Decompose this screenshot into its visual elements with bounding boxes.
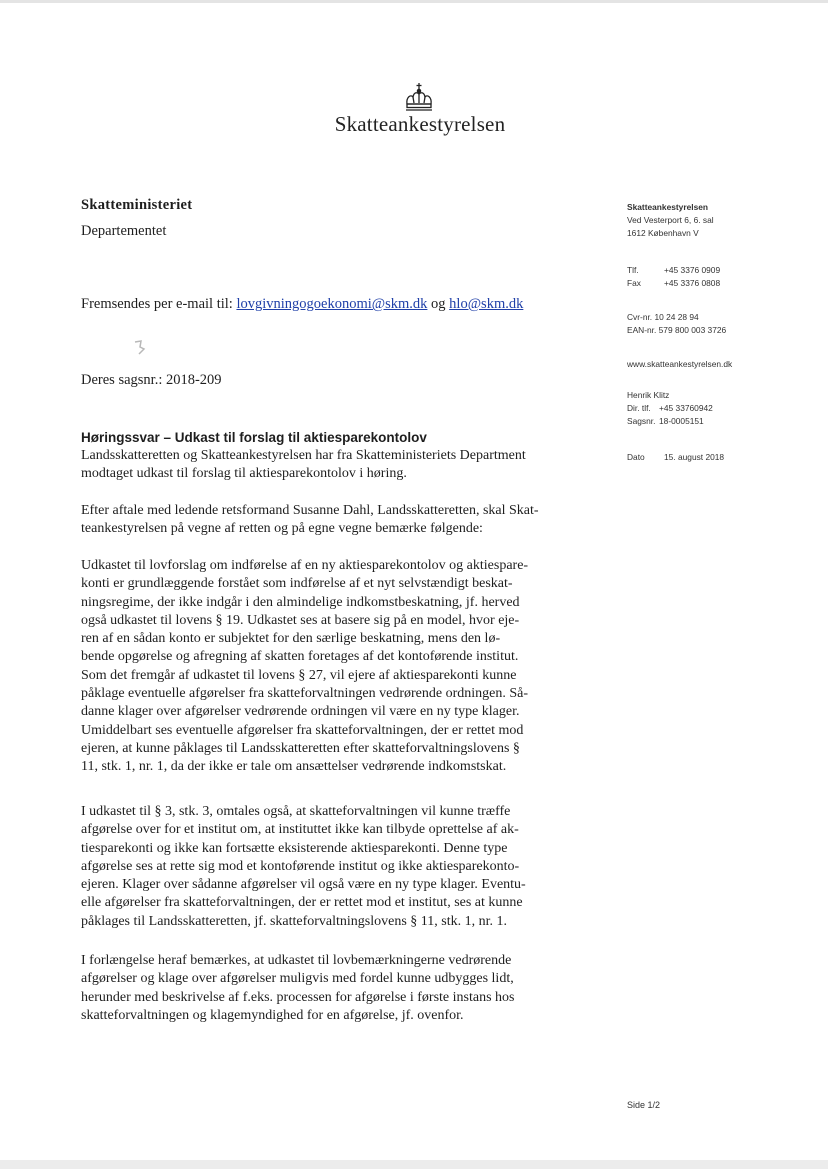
body-line: påklage eventuelle afgørelser fra skatteforvaltningen vedrørende ordningen. Så- [81,686,529,702]
body-line: herunder med beskrivelse af f.eks. processen for afgørelse i første instans hos [81,989,515,1005]
scan-mark [132,340,150,356]
body-line: Landsskatteretten og Skatteankestyrelsen har fra Skatteministeriets Department [81,448,526,463]
body-paragraph-1 [81,447,587,484]
sent-line [81,296,523,313]
scan-edge-top [0,0,828,3]
dir-tlf-label: Dir. tlf. [627,402,651,413]
recipient-organization: Skatteministeriet [81,197,193,213]
body-line: også udkastet til lovens § 19. Udkastet ses at basere sig på en model, hvor eje- [81,612,520,628]
scan-edge-bottom [0,1160,828,1169]
body-paragraph-4 [81,803,587,931]
body-line: I forlængelse heraf bemærkes, at udkastet til lovbemærkningerne vedrørende [81,953,512,968]
body-line: ejeren, at kunne påklages til Landsskatteretten efter skatteforvaltningslovens § [81,740,520,756]
body-line: Efter aftale med ledende retsformand Susanne Dahl, Landsskatteretten, skal Skat- [81,503,539,518]
body-line: danne klager over afgørelser vedrørende ordningen vil være en ny type klager. [81,704,520,720]
body-line: ren af en sådan konto er subjektet for den særlige beskatning, mens den lø- [81,631,501,647]
body-line: ningsregime, der ikke indgår i den almindelige indkomstbeskatning, jf. herved [81,594,520,610]
case-reference: Deres sagsnr.: 2018-209 [81,372,222,388]
body-line: tiesparekonti og ikke kan fortsætte eksisterende aktiesparekonti. Denne type [81,840,508,856]
fax-label: Fax [627,277,641,288]
sidebar-registration [627,311,812,337]
subject-heading: Høringssvar – Udkast til forslag til aktiesparekontolov [81,430,427,445]
body-line: I udkastet til § 3, stk. 3, omtales også, at skatteforvaltningen vil kunne træffe [81,804,511,819]
sidebar-org-name: Skatteankestyrelsen [627,202,709,212]
sidebar-website [627,358,812,371]
body-line: afgørelse ses at rette sig mod et kontoførende institut og ikke aktiesparekonto- [81,858,520,874]
sidebar-address-line: 1612 København V [627,227,699,238]
website-link[interactable]: www.skatteankestyrelsen.dk [627,359,733,369]
body-line: bende opgørelse og afregning af skatten foretages af det kontoførende institut. [81,649,519,665]
body-line: påklages til Landsskatteretten, jf. skatteforvaltningslovens § 11, stk. 1, nr. 1. [81,913,508,929]
body-paragraph-3 [81,557,587,777]
fax-value: +45 3376 0808 [664,277,721,288]
email-link-1[interactable]: lovgivningogoekonomi@skm.dk [236,296,428,312]
body-line: skatteforvaltningen og klagemyndighed for en afgørelse, jf. ovenfor. [81,1007,464,1023]
dato-label: Dato [627,452,645,462]
contact-name: Henrik Klitz [627,390,670,400]
page-number: Side 1/2 [627,1100,661,1110]
ean-number: EAN-nr. 579 800 003 3726 [627,324,727,335]
body-line: 11, stk. 1, nr. 1, da der ikke er tale om ansættelser vedrørende indkomstskat. [81,759,507,775]
cvr-number: Cvr-nr. 10 24 28 94 [627,312,699,322]
dir-tlf-value: +45 33760942 [659,402,713,413]
sidebar-date [627,451,812,464]
sidebar-phone [627,264,812,290]
tlf-value: +45 3376 0909 [664,265,721,275]
sidebar-address-line: Ved Vesterport 6, 6. sal [627,214,714,225]
body-paragraph-5 [81,952,587,1025]
dato-value: 15. august 2018 [664,452,725,462]
tlf-label: Tlf. [627,265,639,275]
body-line: Udkastet til lovforslag om indførelse af en ny aktiesparekontolov og aktiespare- [81,558,529,573]
body-line: Umiddelbart ses eventuelle afgørelser fra skatteforvaltningen, der er rettet mod [81,722,524,738]
email-link-2[interactable]: hlo@skm.dk [449,296,524,312]
sent-conjunction: og [427,296,450,312]
body-line: konti er grundlæggende forstået som indførelse af et nyt selvstændigt beskat- [81,576,513,592]
body-line: Som det fremgår af udkastet til lovens § 27, vil ejere af aktiesparekonti kunne [81,667,517,683]
sidebar-contact [627,389,812,427]
body-line: ejeren. Klager over sådanne afgørelser vil også være en ny type klager. Eventu- [81,877,526,893]
crown-icon [401,82,437,112]
recipient-department: Departementet [81,223,167,239]
sent-prefix: Fremsendes per e-mail til: [81,296,237,312]
sidebar-address [627,201,812,239]
recipient-block [81,192,192,244]
body-line: teankestyrelsen på vegne af retten og på egne vegne bemærke følgende: [81,521,483,537]
sagsnr-label: Sagsnr. [627,415,656,426]
body-line: afgørelser og klage over afgørelser muligvis med fordel kunne udbygges lidt, [81,971,514,987]
body-line: elle afgørelser fra skatteforvaltningen, der er rettet mod et institut, ses at kunne [81,895,523,911]
agency-name: Skatteankestyrelsen [334,112,506,136]
body-line: afgørelse over for et institut om, at instituttet ikke kan tilbyde oprettelse af ak- [81,822,519,838]
body-paragraph-2 [81,502,587,539]
sagsnr-value: 18-0005151 [659,415,704,426]
body-line: modtaget udkast til forslag til aktiesparekontolov i høring. [81,466,407,482]
